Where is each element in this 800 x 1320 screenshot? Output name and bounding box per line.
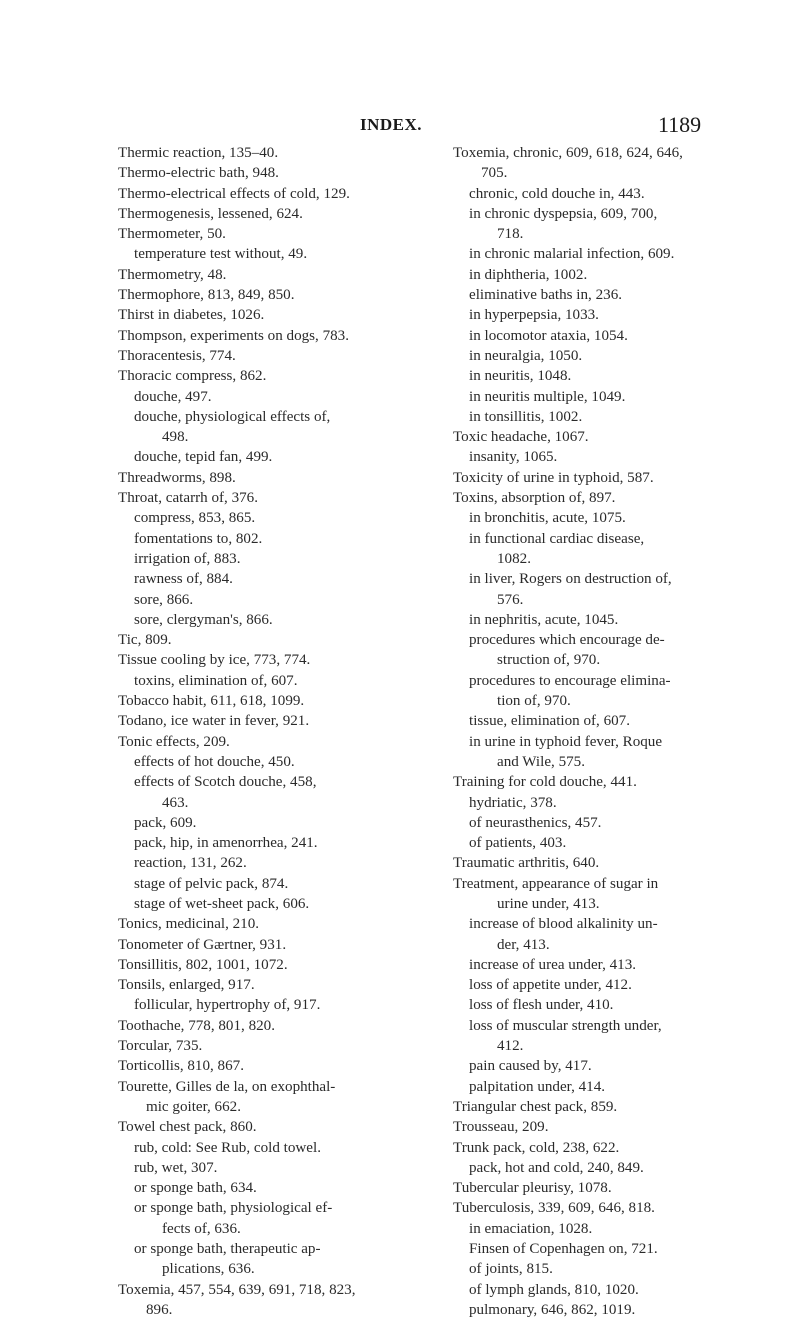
index-subentry: in locomotor ataxia, 1054.: [469, 327, 628, 344]
index-subentry: or sponge bath, therapeutic ap-: [134, 1241, 321, 1258]
index-entry: Treatment, appearance of sugar in: [453, 875, 659, 892]
index-entry: Torcular, 735.: [118, 1038, 203, 1055]
index-entry: Toxicity of urine in typhoid, 587.: [453, 469, 654, 486]
index-entry: Toxemia, chronic, 609, 618, 624, 646,: [453, 145, 683, 161]
index-subentry: in neuritis, 1048.: [469, 368, 572, 385]
index-subentry: or sponge bath, physiological ef-: [134, 1200, 333, 1217]
index-entry: Tonics, medicinal, 210.: [118, 916, 260, 933]
index-entry: Thoracic compress, 862.: [118, 368, 267, 385]
index-subentry: procedures to encourage elimina-: [469, 672, 671, 689]
index-entry: Tonsillitis, 802, 1001, 1072.: [118, 956, 288, 973]
index-subentry: procedures which encourage de-: [469, 632, 665, 649]
index-entry: Tonic effects, 209.: [118, 733, 230, 750]
index-subentry: sore, clergyman's, 866.: [134, 611, 273, 628]
index-subentry: increase of urea under, 413.: [469, 956, 637, 973]
index-subentry: in chronic malarial infection, 609.: [469, 246, 675, 263]
index-entry: Throat, catarrh of, 376.: [118, 490, 258, 507]
index-subentry: Finsen of Copenhagen on, 721.: [469, 1241, 658, 1258]
index-subentry: in emaciation, 1028.: [469, 1220, 593, 1237]
index-entry: Toxemia, 457, 554, 639, 691, 718, 823,: [118, 1281, 356, 1298]
index-subentry: plications, 636.: [162, 1261, 255, 1278]
index-entry: Tissue cooling by ice, 773, 774.: [118, 652, 311, 669]
index-subentry: in hyperpepsia, 1033.: [469, 307, 599, 324]
index-subentry: douche, 497.: [134, 388, 212, 405]
index-entry: Tonsils, enlarged, 917.: [118, 977, 255, 994]
index-subentry: in neuritis multiple, 1049.: [469, 388, 626, 405]
index-entry: Tic, 809.: [118, 632, 172, 649]
index-entry: Thirst in diabetes, 1026.: [118, 307, 265, 324]
index-subentry: increase of blood alkalinity un-: [469, 916, 658, 933]
index-subentry: mic goiter, 662.: [146, 1098, 241, 1115]
index-subentry: pulmonary, 646, 862, 1019.: [469, 1301, 636, 1318]
index-subentry: in functional cardiac disease,: [469, 530, 645, 547]
index-subentry: effects of Scotch douche, 458,: [134, 774, 317, 791]
index-subentry: of neurasthenics, 457.: [469, 814, 602, 831]
index-subentry: eliminative baths in, 236.: [469, 287, 623, 304]
index-subentry: pack, hip, in amenorrhea, 241.: [134, 835, 318, 852]
index-entry: Trunk pack, cold, 238, 622.: [453, 1139, 620, 1156]
index-subentry: follicular, hypertrophy of, 917.: [134, 997, 321, 1014]
index-subentry: 1082.: [497, 550, 531, 567]
index-subentry: in nephritis, acute, 1045.: [469, 611, 619, 628]
index-subentry: and Wile, 575.: [497, 753, 585, 770]
index-subentry: of joints, 815.: [469, 1261, 553, 1278]
index-entry: Threadworms, 898.: [118, 469, 236, 486]
index-subentry: 412.: [497, 1038, 524, 1055]
index-entry: Tourette, Gilles de la, on exophthal-: [118, 1078, 336, 1095]
index-entry: Tubercular pleurisy, 1078.: [453, 1180, 612, 1197]
index-entry: Thermophore, 813, 849, 850.: [118, 287, 295, 304]
index-entry: Thermogenesis, lessened, 624.: [118, 205, 303, 222]
index-entry: Triangular chest pack, 859.: [453, 1098, 618, 1115]
index-subentry: of patients, 403.: [469, 835, 567, 852]
index-entry: Thoracentesis, 774.: [118, 347, 236, 364]
index-subentry: 896.: [146, 1301, 173, 1318]
index-entry: Torticollis, 810, 867.: [118, 1058, 244, 1075]
index-entry: Toxic headache, 1067.: [453, 429, 589, 446]
index-subentry: fomentations to, 802.: [134, 530, 263, 547]
index-subentry: stage of pelvic pack, 874.: [134, 875, 289, 892]
index-entry: Tobacco habit, 611, 618, 1099.: [118, 693, 305, 710]
index-subentry: 498.: [162, 429, 189, 446]
index-subentry: toxins, elimination of, 607.: [134, 672, 298, 689]
index-subentry: loss of muscular strength under,: [469, 1017, 662, 1034]
index-subentry: 576.: [497, 591, 524, 608]
left-index-column: [118, 143, 448, 1320]
index-subentry: in chronic dyspepsia, 609, 700,: [469, 205, 658, 222]
index-entry: Tonometer of Gærtner, 931.: [118, 936, 287, 953]
index-subentry: 705.: [481, 165, 508, 182]
index-entry: Thompson, experiments on dogs, 783.: [118, 327, 349, 344]
index-subentry: or sponge bath, 634.: [134, 1180, 257, 1197]
index-subentry: in liver, Rogers on destruction of,: [469, 571, 672, 588]
index-subentry: insanity, 1065.: [469, 449, 558, 466]
index-entry: Todano, ice water in fever, 921.: [118, 713, 310, 730]
index-subentry: struction of, 970.: [497, 652, 601, 669]
index-subentry: douche, physiological effects of,: [134, 408, 331, 425]
index-subentry: rawness of, 884.: [134, 571, 233, 588]
index-entry: Thermometry, 48.: [118, 266, 227, 283]
index-entry: Thermometer, 50.: [118, 226, 226, 243]
index-entry: Thermo-electric bath, 948.: [118, 165, 279, 182]
index-subentry: chronic, cold douche in, 443.: [469, 185, 645, 202]
page-title: INDEX.: [360, 115, 423, 134]
index-entry: Thermic reaction, 135–40.: [118, 145, 279, 161]
index-subentry: pain caused by, 417.: [469, 1058, 592, 1075]
index-subentry: in bronchitis, acute, 1075.: [469, 510, 626, 527]
index-subentry: rub, cold: See Rub, cold towel.: [134, 1139, 321, 1156]
index-subentry: irrigation of, 883.: [134, 550, 241, 567]
index-subentry: pack, hot and cold, 240, 849.: [469, 1159, 644, 1176]
index-subentry: loss of appetite under, 412.: [469, 977, 632, 994]
index-entry: Trousseau, 209.: [453, 1119, 549, 1136]
index-entry: Tuberculosis, 339, 609, 646, 818.: [453, 1200, 655, 1217]
index-subentry: hydriatic, 378.: [469, 794, 557, 811]
index-subentry: reaction, 131, 262.: [134, 855, 247, 872]
index-subentry: fects of, 636.: [162, 1220, 241, 1237]
index-subentry: pack, 609.: [134, 814, 197, 831]
index-entry: Thermo-electrical effects of cold, 129.: [118, 185, 350, 202]
index-subentry: in urine in typhoid fever, Roque: [469, 733, 663, 750]
index-entry: Towel chest pack, 860.: [118, 1119, 257, 1136]
index-subentry: tion of, 970.: [497, 693, 571, 710]
index-subentry: tissue, elimination of, 607.: [469, 713, 630, 730]
index-subentry: loss of flesh under, 410.: [469, 997, 614, 1014]
index-subentry: stage of wet-sheet pack, 606.: [134, 895, 310, 912]
index-entry: Toxins, absorption of, 897.: [453, 490, 616, 507]
index-entry: Training for cold douche, 441.: [453, 774, 637, 791]
index-subentry: in diphtheria, 1002.: [469, 266, 588, 283]
index-subentry: temperature test without, 49.: [134, 246, 308, 263]
index-subentry: in tonsillitis, 1002.: [469, 408, 583, 425]
index-subentry: douche, tepid fan, 499.: [134, 449, 273, 466]
index-subentry: 718.: [497, 226, 524, 243]
index-entry: Toothache, 778, 801, 820.: [118, 1017, 275, 1034]
index-subentry: urine under, 413.: [497, 895, 600, 912]
index-subentry: sore, 866.: [134, 591, 194, 608]
index-subentry: effects of hot douche, 450.: [134, 753, 295, 770]
index-subentry: of lymph glands, 810, 1020.: [469, 1281, 639, 1298]
page-number: 1189: [658, 112, 702, 137]
index-subentry: rub, wet, 307.: [134, 1159, 218, 1176]
index-subentry: in neuralgia, 1050.: [469, 347, 583, 364]
index-subentry: der, 413.: [497, 936, 550, 953]
index-entry: Traumatic arthritis, 640.: [453, 855, 600, 872]
index-subentry: compress, 853, 865.: [134, 510, 256, 527]
index-subentry: 463.: [162, 794, 189, 811]
right-index-column: [453, 143, 783, 1320]
index-subentry: palpitation under, 414.: [469, 1078, 606, 1095]
